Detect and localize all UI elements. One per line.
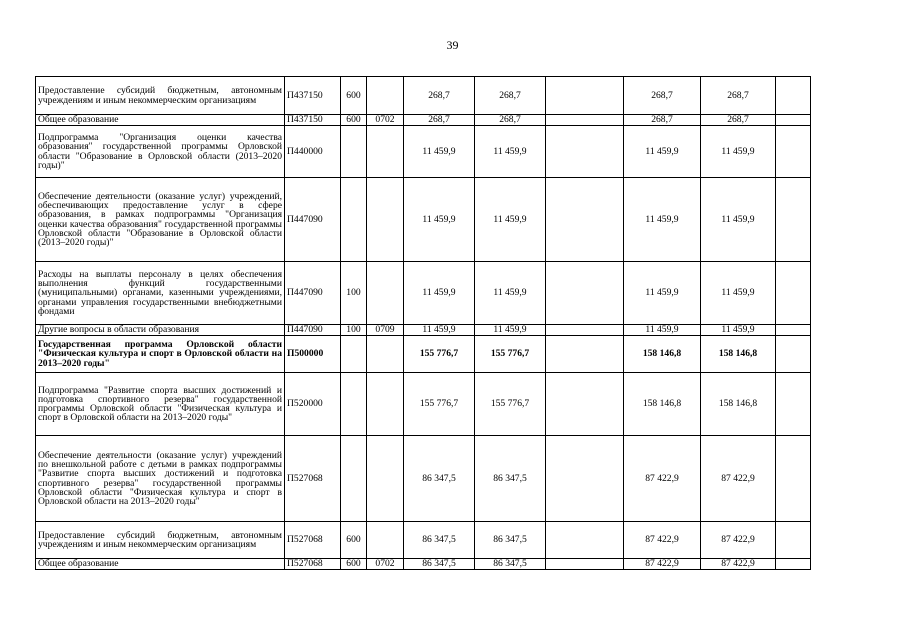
row-name-cell: Общее образование (36, 559, 285, 570)
budget-table (35, 76, 811, 570)
table-row (36, 559, 811, 570)
amount-6-cell (776, 373, 811, 436)
amount-5-cell: 268,7 (701, 77, 776, 115)
amount-4-cell: 11 459,9 (624, 126, 701, 178)
target-code-cell: П447090 (285, 178, 341, 262)
expense-type-cell: 600 (341, 559, 367, 570)
amount-5-cell: 87 422,9 (701, 436, 776, 522)
amount-5-cell: 87 422,9 (701, 522, 776, 559)
amount-4-cell: 158 146,8 (624, 336, 701, 373)
amount-6-cell (776, 336, 811, 373)
amount-2-cell: 11 459,9 (475, 178, 546, 262)
amount-2-cell: 86 347,5 (475, 436, 546, 522)
amount-4-cell: 87 422,9 (624, 522, 701, 559)
amount-4-cell: 11 459,9 (624, 178, 701, 262)
amount-6-cell (776, 522, 811, 559)
amount-2-cell: 155 776,7 (475, 373, 546, 436)
amount-6-cell (776, 262, 811, 325)
target-code-cell: П437150 (285, 77, 341, 115)
section-code-cell (367, 126, 404, 178)
amount-3-cell (546, 115, 624, 126)
row-name-cell: Обеспечение деятельности (оказание услуг) учреждений, обеспечивающих предоставление услуг в сфере образования, в рамках подпрограммы "Организация оценки качества образования" государственной программы Орловской области "Образование в Орловской области (2013–2020 годы)" (36, 178, 285, 262)
section-code-cell (367, 178, 404, 262)
row-name-cell: Предоставление субсидий бюджетным, автономным учреждениям и иным некоммерческим организациям (36, 522, 285, 559)
amount-3-cell (546, 373, 624, 436)
amount-3-cell (546, 522, 624, 559)
table-row (36, 436, 811, 522)
amount-4-cell: 87 422,9 (624, 559, 701, 570)
section-code-cell: 0709 (367, 325, 404, 336)
amount-3-cell (546, 178, 624, 262)
amount-2-cell: 11 459,9 (475, 325, 546, 336)
section-code-cell (367, 77, 404, 115)
table-row (36, 77, 811, 115)
row-name-cell: Подпрограмма "Развитие спорта высших достижений и подготовка спортивного резерва" государственной программы Орловской области "Физическая культура и спорт в Орловской области на 2013–2020 годы" (36, 373, 285, 436)
amount-5-cell: 87 422,9 (701, 559, 776, 570)
expense-type-cell: 600 (341, 77, 367, 115)
amount-5-cell: 11 459,9 (701, 262, 776, 325)
row-name-cell: Обеспечение деятельности (оказание услуг) учреждений по внешкольной работе с детьми в рамках подпрограммы "Развитие спорта высших достижений и подготовка спортивного резерва" государственной программы Орловской области "Физическая культура и спорт в Орловской области на 2013–2020 годы" (36, 436, 285, 522)
amount-5-cell: 268,7 (701, 115, 776, 126)
section-code-cell (367, 336, 404, 373)
table-row (36, 262, 811, 325)
amount-1-cell: 11 459,9 (404, 178, 475, 262)
amount-4-cell: 11 459,9 (624, 262, 701, 325)
target-code-cell: П447090 (285, 325, 341, 336)
table-row (36, 178, 811, 262)
amount-3-cell (546, 436, 624, 522)
amount-3-cell (546, 336, 624, 373)
target-code-cell: П527068 (285, 522, 341, 559)
amount-6-cell (776, 115, 811, 126)
amount-6-cell (776, 178, 811, 262)
amount-3-cell (546, 77, 624, 115)
target-code-cell: П527068 (285, 436, 341, 522)
table-row (36, 522, 811, 559)
amount-6-cell (776, 126, 811, 178)
amount-1-cell: 155 776,7 (404, 373, 475, 436)
target-code-cell: П437150 (285, 115, 341, 126)
target-code-cell: П500000 (285, 336, 341, 373)
expense-type-cell (341, 436, 367, 522)
amount-5-cell: 11 459,9 (701, 178, 776, 262)
expense-type-cell (341, 373, 367, 436)
amount-1-cell: 268,7 (404, 115, 475, 126)
amount-5-cell: 158 146,8 (701, 336, 776, 373)
amount-3-cell (546, 559, 624, 570)
section-code-cell (367, 373, 404, 436)
expense-type-cell (341, 126, 367, 178)
amount-3-cell (546, 126, 624, 178)
expense-type-cell (341, 336, 367, 373)
section-code-cell: 0702 (367, 559, 404, 570)
target-code-cell: П447090 (285, 262, 341, 325)
amount-2-cell: 86 347,5 (475, 522, 546, 559)
amount-4-cell: 11 459,9 (624, 325, 701, 336)
table-body (36, 77, 811, 570)
amount-3-cell (546, 325, 624, 336)
amount-1-cell: 11 459,9 (404, 126, 475, 178)
amount-4-cell: 158 146,8 (624, 373, 701, 436)
expense-type-cell: 100 (341, 262, 367, 325)
section-code-cell: 0702 (367, 115, 404, 126)
amount-6-cell (776, 325, 811, 336)
amount-1-cell: 86 347,5 (404, 559, 475, 570)
expense-type-cell: 100 (341, 325, 367, 336)
amount-1-cell: 268,7 (404, 77, 475, 115)
table-row (36, 336, 811, 373)
page-number: 39 (446, 38, 459, 52)
row-name-cell: Государственная программа Орловской области "Физическая культура и спорт в Орловской области на 2013–2020 годы" (36, 336, 285, 373)
amount-2-cell: 11 459,9 (475, 262, 546, 325)
row-name-cell: Подпрограмма "Организация оценки качества образования" государственной программы Орловской области "Образование в Орловской области (2013–2020 годы)" (36, 126, 285, 178)
target-code-cell: П440000 (285, 126, 341, 178)
row-name-cell: Другие вопросы в области образования (36, 325, 285, 336)
target-code-cell: П527068 (285, 559, 341, 570)
amount-2-cell: 86 347,5 (475, 559, 546, 570)
expense-type-cell: 600 (341, 522, 367, 559)
table-row (36, 126, 811, 178)
table-row (36, 325, 811, 336)
section-code-cell (367, 436, 404, 522)
amount-6-cell (776, 559, 811, 570)
amount-2-cell: 268,7 (475, 115, 546, 126)
amount-1-cell: 86 347,5 (404, 522, 475, 559)
amount-1-cell: 155 776,7 (404, 336, 475, 373)
amount-5-cell: 158 146,8 (701, 373, 776, 436)
table-row (36, 373, 811, 436)
amount-4-cell: 268,7 (624, 77, 701, 115)
amount-6-cell (776, 436, 811, 522)
amount-2-cell: 11 459,9 (475, 126, 546, 178)
amount-1-cell: 11 459,9 (404, 325, 475, 336)
section-code-cell (367, 262, 404, 325)
amount-5-cell: 11 459,9 (701, 325, 776, 336)
amount-6-cell (776, 77, 811, 115)
amount-4-cell: 87 422,9 (624, 436, 701, 522)
amount-3-cell (546, 262, 624, 325)
row-name-cell: Общее образование (36, 115, 285, 126)
section-code-cell (367, 522, 404, 559)
amount-4-cell: 268,7 (624, 115, 701, 126)
target-code-cell: П520000 (285, 373, 341, 436)
row-name-cell: Предоставление субсидий бюджетным, автономным учреждениям и иным некоммерческим организациям (36, 77, 285, 115)
row-name-cell: Расходы на выплаты персоналу в целях обеспечения выполнения функций государственными (муниципальными) органами, казенными учреждениями, органами управления государственными внебюджетными фондами (36, 262, 285, 325)
amount-5-cell: 11 459,9 (701, 126, 776, 178)
expense-type-cell: 600 (341, 115, 367, 126)
table-row (36, 115, 811, 126)
amount-1-cell: 11 459,9 (404, 262, 475, 325)
amount-1-cell: 86 347,5 (404, 436, 475, 522)
amount-2-cell: 155 776,7 (475, 336, 546, 373)
amount-2-cell: 268,7 (475, 77, 546, 115)
expense-type-cell (341, 178, 367, 262)
